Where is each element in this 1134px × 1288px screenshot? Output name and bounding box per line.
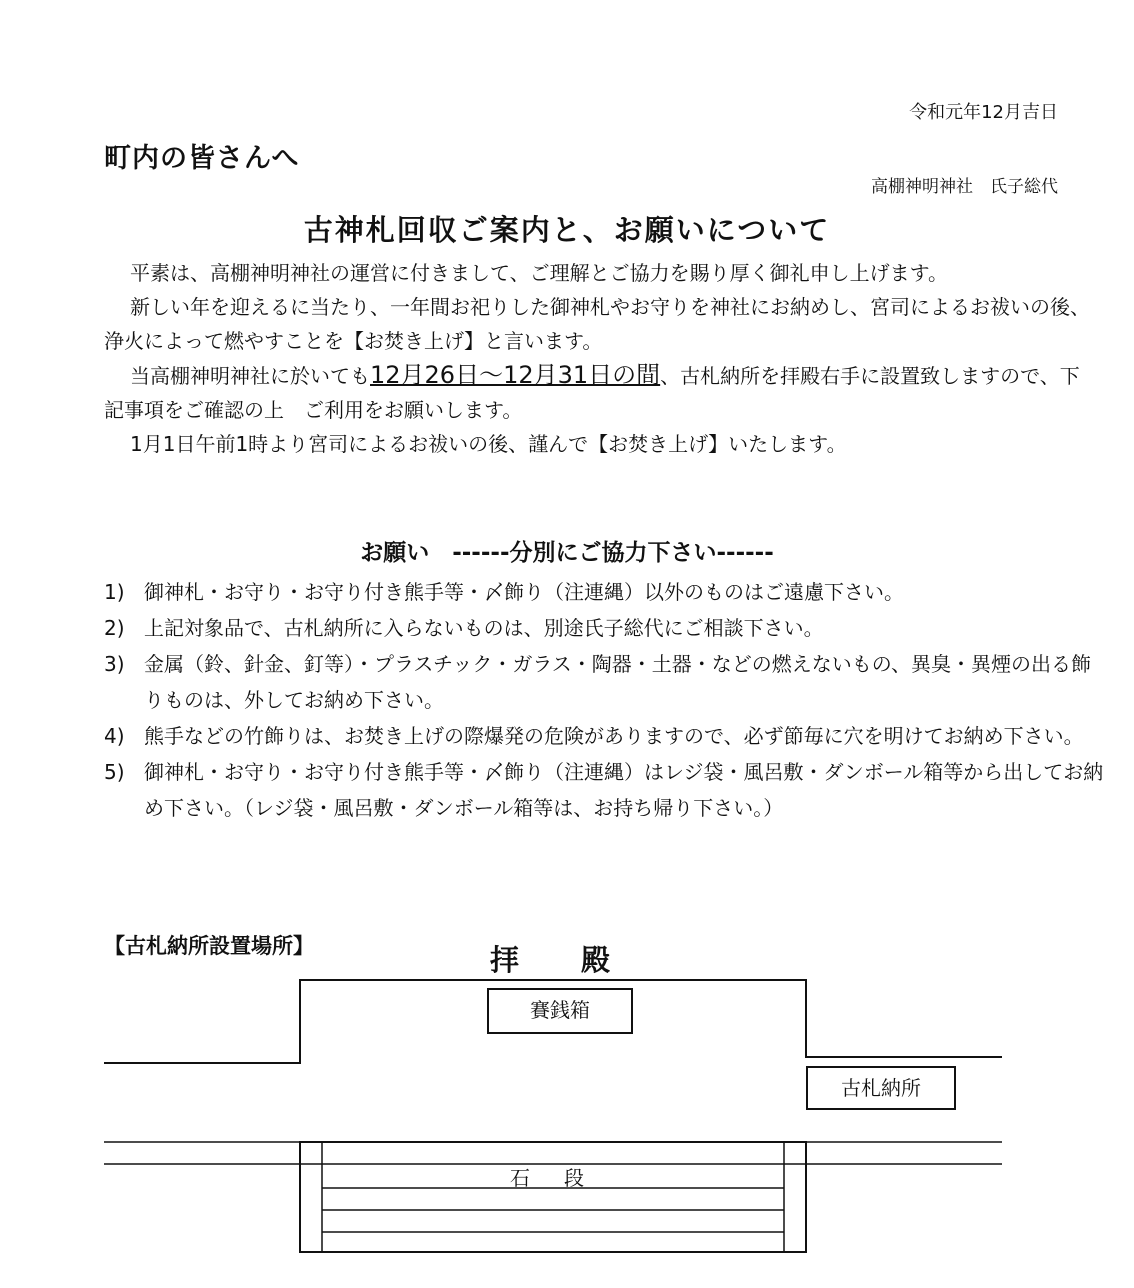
old-talisman-box: 古札納所 [806, 1066, 956, 1110]
sender-line: 高棚神明神社 氏子総代 [871, 177, 1058, 197]
offertory-box: 賽銭箱 [487, 988, 633, 1034]
recipient-heading: 町内の皆さんへ [104, 143, 300, 174]
paragraph-4: 1月1日午前1時より宮司によるお祓いの後、謹んで【お焚き上げ】いたします。 [130, 432, 847, 456]
paragraph-3-pre: 当高棚神明神社に於いても [130, 364, 370, 388]
document-title: 古神札回収ご案内と、お願いについて [303, 213, 831, 247]
item-text: 金属（鈴、針金、釘等）・プラスチック・ガラス・陶器・土器・などの燃えないもの、異臭・異煙の出る飾りものは、外してお納め下さい。 [144, 652, 1091, 712]
item-number: 5) [104, 760, 125, 784]
document-date: 令和元年12月吉日 [909, 102, 1058, 123]
item-number: 4) [104, 724, 125, 748]
item-text: 熊手などの竹飾りは、お焚き上げの際爆発の危険がありますので、必ず節毎に穴を明けてお納め下さい。 [144, 724, 1084, 748]
item-number: 2) [104, 616, 125, 640]
requests-heading: お願い ------分別にご協力下さい------ [360, 540, 774, 566]
collection-period: 12月26日～12月31日の間 [370, 361, 661, 389]
item-text: 上記対象品で、古札納所に入らないものは、別途氏子総代にご相談下さい。 [144, 616, 824, 640]
stone-steps-label: 石段 [510, 1166, 618, 1190]
item-number: 1) [104, 580, 125, 604]
item-number: 3) [104, 652, 125, 676]
paragraph-1: 平素は、高棚神明神社の運営に付きまして、ご理解とご協力を賜り厚く御礼申し上げます。 [130, 261, 948, 285]
item-text: 御神札・お守り・お守り付き熊手等・〆飾り（注連縄）はレジ袋・風呂敷・ダンボール箱等から出してお納め下さい。（レジ袋・風呂敷・ダンボール箱等は、お持ち帰り下さい。） [144, 760, 1104, 820]
paragraph-3-post: 、古札納所を拝殿右手に設置致しますので、下記事項をご確認の上 ご利用をお願いします。 [104, 364, 1080, 422]
stone-steps-outline [300, 1142, 806, 1252]
item-text: 御神札・お守り・お守り付き熊手等・〆飾り（注連縄）以外のものはご遠慮下さい。 [144, 580, 904, 604]
paragraph-2: 新しい年を迎えるに当たり、一年間お祀りした御神札やお守りを神社にお納めし、宮司によるお祓いの後、浄火によって燃やすことを【お焚き上げ】と言います。 [104, 295, 1090, 353]
location-label: 【古札納所設置場所】 [104, 934, 314, 958]
hall-label: 拝殿 [490, 943, 673, 977]
